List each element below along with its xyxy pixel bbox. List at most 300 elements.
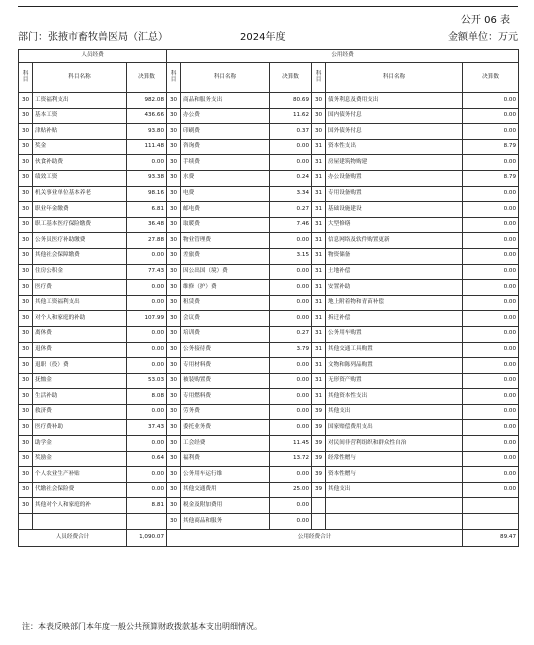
- table-row: [19, 93, 519, 109]
- personnel-amount-cell: 436.66: [127, 108, 167, 124]
- public-total-label: 公用经费合计: [167, 529, 463, 546]
- public-a-amount-cell: 0.24: [270, 170, 312, 186]
- table-row: [19, 186, 519, 202]
- public-a-code-cell: 30: [167, 202, 181, 218]
- public-b-amount-cell: 0.00: [463, 186, 519, 202]
- public-b-amount-cell: 0.00: [463, 342, 519, 358]
- public-b-name-cell: 房屋建筑物购建: [326, 155, 463, 171]
- public-b-name-cell: 其他支出: [326, 404, 463, 420]
- personnel-amount-cell: 0.00: [127, 342, 167, 358]
- public-a-name-cell: 物业管理费: [181, 233, 270, 249]
- col-name: 科目名称: [181, 63, 270, 93]
- personnel-name-cell: 医疗费补助: [33, 420, 127, 436]
- public-a-code-cell: 30: [167, 217, 181, 233]
- personnel-amount-cell: 93.80: [127, 124, 167, 140]
- personnel-code-cell: 30: [19, 217, 33, 233]
- personnel-code-cell: 30: [19, 233, 33, 249]
- personnel-code-cell: 30: [19, 264, 33, 280]
- public-a-amount-cell: 3.15: [270, 248, 312, 264]
- personnel-code-cell: 30: [19, 139, 33, 155]
- public-b-code-cell: 31: [312, 358, 326, 374]
- department-label: 部门：张掖市畜牧兽医局（汇总）: [18, 32, 168, 43]
- public-b-amount-cell: 0.00: [463, 404, 519, 420]
- personnel-name-cell: 其他对个人和家庭的补: [33, 498, 127, 514]
- public-a-amount-cell: 0.00: [270, 295, 312, 311]
- personnel-code-cell: 30: [19, 108, 33, 124]
- table-row: [19, 280, 519, 296]
- public-a-amount-cell: 0.00: [270, 514, 312, 530]
- public-b-name-cell: 其他支出: [326, 482, 463, 498]
- personnel-code-cell: 30: [19, 467, 33, 483]
- public-a-name-cell: 专用燃料费: [181, 389, 270, 405]
- public-a-amount-cell: 7.46: [270, 217, 312, 233]
- personnel-code-cell: 30: [19, 358, 33, 374]
- personnel-amount-cell: 98.16: [127, 186, 167, 202]
- public-b-code-cell: 31: [312, 186, 326, 202]
- public-a-amount-cell: 0.00: [270, 311, 312, 327]
- public-b-code-cell: 39: [312, 420, 326, 436]
- public-a-name-cell: 手续费: [181, 155, 270, 171]
- public-b-amount-cell: 0.00: [463, 373, 519, 389]
- public-b-name-cell: 文物和陈列品购置: [326, 358, 463, 374]
- public-a-amount-cell: 0.00: [270, 233, 312, 249]
- public-b-name-cell: 国内债务付息: [326, 108, 463, 124]
- public-b-amount-cell: 0.00: [463, 264, 519, 280]
- public-a-code-cell: 30: [167, 420, 181, 436]
- col-name: 科目名称: [326, 63, 463, 93]
- public-a-amount-cell: 11.45: [270, 436, 312, 452]
- public-b-amount-cell: 0.00: [463, 233, 519, 249]
- public-b-amount-cell: 0.00: [463, 93, 519, 109]
- public-b-name-cell: 信息网络及软件购置更新: [326, 233, 463, 249]
- personnel-name-cell: 奖励金: [33, 451, 127, 467]
- public-a-name-cell: 委托业务费: [181, 420, 270, 436]
- public-a-name-cell: 福利费: [181, 451, 270, 467]
- table-row: [19, 514, 519, 530]
- public-a-amount-cell: 0.27: [270, 326, 312, 342]
- personnel-name-cell: 退职（役）费: [33, 358, 127, 374]
- table-row: [19, 436, 519, 452]
- public-a-code-cell: 30: [167, 311, 181, 327]
- column-header-row: [19, 63, 519, 93]
- public-a-code-cell: 30: [167, 170, 181, 186]
- public-a-name-cell: 其他商品和服务: [181, 514, 270, 530]
- personnel-name-cell: 住房公积金: [33, 264, 127, 280]
- personnel-code-cell: 30: [19, 326, 33, 342]
- public-a-name-cell: 税金及附加费用: [181, 498, 270, 514]
- public-a-code-cell: 30: [167, 451, 181, 467]
- personnel-code-cell: 30: [19, 420, 33, 436]
- public-b-name-cell: 地上附着物和青苗补偿: [326, 295, 463, 311]
- personnel-amount-cell: 0.00: [127, 467, 167, 483]
- personnel-name-cell: 抚恤金: [33, 373, 127, 389]
- personnel-code-cell: 30: [19, 186, 33, 202]
- personnel-amount-cell: 982.08: [127, 93, 167, 109]
- public-a-code-cell: 30: [167, 93, 181, 109]
- public-b-code-cell: [312, 514, 326, 530]
- col-amount: 决算数: [463, 63, 519, 93]
- personnel-amount-cell: 0.00: [127, 295, 167, 311]
- public-b-amount-cell: 8.79: [463, 139, 519, 155]
- public-b-name-cell: 无形资产购置: [326, 373, 463, 389]
- col-code: 科目: [167, 63, 181, 93]
- public-a-code-cell: 30: [167, 514, 181, 530]
- table-row: [19, 326, 519, 342]
- public-b-amount-cell: 0.00: [463, 420, 519, 436]
- public-b-name-cell: [326, 498, 463, 514]
- table-row: [19, 139, 519, 155]
- public-b-name-cell: 土地补偿: [326, 264, 463, 280]
- public-a-name-cell: 公务接待费: [181, 342, 270, 358]
- table-row: [19, 155, 519, 171]
- public-b-name-cell: 专用设备购置: [326, 186, 463, 202]
- public-a-name-cell: 公务用车运行维: [181, 467, 270, 483]
- public-a-code-cell: 30: [167, 482, 181, 498]
- public-a-code-cell: 30: [167, 358, 181, 374]
- public-b-amount-cell: [463, 514, 519, 530]
- personnel-total-value: 1,090.07: [127, 529, 167, 546]
- public-b-name-cell: 大型修缮: [326, 217, 463, 233]
- personnel-code-cell: 30: [19, 248, 33, 264]
- personnel-amount-cell: 0.00: [127, 326, 167, 342]
- top-rule: [18, 6, 518, 7]
- table-row: [19, 498, 519, 514]
- col-code: 科目: [312, 63, 326, 93]
- public-a-name-cell: 商品和服务支出: [181, 93, 270, 109]
- report-header: [18, 28, 518, 42]
- personnel-name-cell: 公务员医疗补助缴费: [33, 233, 127, 249]
- public-a-name-cell: 因公出国（境）费: [181, 264, 270, 280]
- expenditure-table: [18, 49, 519, 547]
- public-b-amount-cell: 0.00: [463, 108, 519, 124]
- public-a-name-cell: 会议费: [181, 311, 270, 327]
- public-b-name-cell: 债务利息及费用支出: [326, 93, 463, 109]
- personnel-amount-cell: 0.00: [127, 358, 167, 374]
- public-b-name-cell: 其他交通工具购置: [326, 342, 463, 358]
- public-b-code-cell: 31: [312, 248, 326, 264]
- public-b-amount-cell: 0.00: [463, 482, 519, 498]
- public-b-code-cell: 31: [312, 311, 326, 327]
- public-b-amount-cell: 0.00: [463, 436, 519, 452]
- public-a-code-cell: 30: [167, 248, 181, 264]
- public-a-name-cell: 取暖费: [181, 217, 270, 233]
- personnel-amount-cell: 53.03: [127, 373, 167, 389]
- public-a-code-cell: 30: [167, 186, 181, 202]
- public-a-name-cell: 邮电费: [181, 202, 270, 218]
- personnel-amount-cell: 0.00: [127, 404, 167, 420]
- personnel-code-cell: 30: [19, 482, 33, 498]
- public-a-amount-cell: 0.00: [270, 389, 312, 405]
- public-a-code-cell: 30: [167, 467, 181, 483]
- personnel-amount-cell: 0.00: [127, 436, 167, 452]
- personnel-name-cell: 机关事业单位基本养老: [33, 186, 127, 202]
- table-row: [19, 420, 519, 436]
- personnel-name-cell: 生活补助: [33, 389, 127, 405]
- personnel-amount-cell: [127, 514, 167, 530]
- public-a-code-cell: 30: [167, 389, 181, 405]
- personnel-amount-cell: 0.64: [127, 451, 167, 467]
- section-header-row: [19, 50, 519, 63]
- table-row: [19, 311, 519, 327]
- personnel-amount-cell: 8.08: [127, 389, 167, 405]
- public-a-name-cell: 电费: [181, 186, 270, 202]
- personnel-code-cell: 30: [19, 124, 33, 140]
- table-row: [19, 202, 519, 218]
- public-a-amount-cell: 0.27: [270, 202, 312, 218]
- public-b-name-cell: 资本性支出: [326, 139, 463, 155]
- public-b-amount-cell: 0.00: [463, 155, 519, 171]
- personnel-amount-cell: 37.43: [127, 420, 167, 436]
- public-a-amount-cell: 0.00: [270, 420, 312, 436]
- public-b-code-cell: 31: [312, 326, 326, 342]
- personnel-code-cell: 30: [19, 155, 33, 171]
- personnel-amount-cell: 36.48: [127, 217, 167, 233]
- public-a-name-cell: 水费: [181, 170, 270, 186]
- public-a-name-cell: 办公费: [181, 108, 270, 124]
- table-row: [19, 404, 519, 420]
- personnel-code-cell: [19, 514, 33, 530]
- personnel-name-cell: [33, 514, 127, 530]
- personnel-name-cell: 伙食补助费: [33, 155, 127, 171]
- public-a-name-cell: 租赁费: [181, 295, 270, 311]
- personnel-code-cell: 30: [19, 389, 33, 405]
- personnel-code-cell: 30: [19, 436, 33, 452]
- personnel-name-cell: 离休费: [33, 326, 127, 342]
- public-a-amount-cell: 0.00: [270, 358, 312, 374]
- totals-row: [19, 529, 519, 546]
- public-b-amount-cell: 0.00: [463, 124, 519, 140]
- personnel-name-cell: 助学金: [33, 436, 127, 452]
- personnel-code-cell: 30: [19, 451, 33, 467]
- personnel-name-cell: 救济费: [33, 404, 127, 420]
- personnel-name-cell: 奖金: [33, 139, 127, 155]
- public-a-code-cell: 30: [167, 373, 181, 389]
- public-b-code-cell: 31: [312, 233, 326, 249]
- public-b-name-cell: [326, 514, 463, 530]
- table-row: [19, 482, 519, 498]
- public-b-code-cell: 31: [312, 373, 326, 389]
- personnel-code-cell: 30: [19, 93, 33, 109]
- public-a-amount-cell: 0.00: [270, 139, 312, 155]
- table-code: 公开 06 表: [460, 15, 510, 26]
- public-b-amount-cell: 0.00: [463, 280, 519, 296]
- personnel-name-cell: 其他社会保障缴费: [33, 248, 127, 264]
- personnel-code-cell: 30: [19, 202, 33, 218]
- public-a-amount-cell: 0.00: [270, 280, 312, 296]
- public-b-amount-cell: 0.00: [463, 311, 519, 327]
- personnel-code-cell: 30: [19, 404, 33, 420]
- unit-label: 金额单位：万元: [448, 32, 518, 43]
- col-amount: 决算数: [270, 63, 312, 93]
- public-a-code-cell: 30: [167, 404, 181, 420]
- personnel-name-cell: 职业年金缴费: [33, 202, 127, 218]
- public-b-amount-cell: 0.00: [463, 451, 519, 467]
- personnel-amount-cell: 111.48: [127, 139, 167, 155]
- personnel-code-cell: 30: [19, 280, 33, 296]
- table-row: [19, 217, 519, 233]
- personnel-amount-cell: 0.00: [127, 155, 167, 171]
- personnel-amount-cell: 0.00: [127, 280, 167, 296]
- personnel-amount-cell: 0.00: [127, 248, 167, 264]
- public-b-code-cell: 31: [312, 202, 326, 218]
- col-code: 科目: [19, 63, 33, 93]
- personnel-name-cell: 职工基本医疗保险缴费: [33, 217, 127, 233]
- personnel-name-cell: 医疗费: [33, 280, 127, 296]
- personnel-code-cell: 30: [19, 311, 33, 327]
- public-b-amount-cell: 0.00: [463, 389, 519, 405]
- public-a-name-cell: 劳务费: [181, 404, 270, 420]
- public-b-name-cell: 基础设施建设: [326, 202, 463, 218]
- public-b-amount-cell: 0.00: [463, 467, 519, 483]
- public-b-name-cell: 经常性赠与: [326, 451, 463, 467]
- public-a-name-cell: 专用材料费: [181, 358, 270, 374]
- public-a-amount-cell: 13.72: [270, 451, 312, 467]
- public-b-code-cell: 39: [312, 404, 326, 420]
- table-row: [19, 264, 519, 280]
- public-a-amount-cell: 0.00: [270, 155, 312, 171]
- public-a-amount-cell: 3.79: [270, 342, 312, 358]
- public-b-code-cell: 31: [312, 170, 326, 186]
- public-a-amount-cell: 25.00: [270, 482, 312, 498]
- public-b-name-cell: 国家赔偿费用支出: [326, 420, 463, 436]
- personnel-amount-cell: 6.81: [127, 202, 167, 218]
- personnel-amount-cell: 8.81: [127, 498, 167, 514]
- public-a-amount-cell: 0.00: [270, 404, 312, 420]
- public-b-name-cell: 国外债务付息: [326, 124, 463, 140]
- public-b-code-cell: 31: [312, 155, 326, 171]
- public-b-name-cell: 物资储备: [326, 248, 463, 264]
- public-b-code-cell: 31: [312, 217, 326, 233]
- personnel-amount-cell: 77.43: [127, 264, 167, 280]
- public-a-code-cell: 30: [167, 108, 181, 124]
- public-b-name-cell: 公务用车购置: [326, 326, 463, 342]
- public-a-name-cell: 咨询费: [181, 139, 270, 155]
- table-row: [19, 373, 519, 389]
- public-a-amount-cell: 11.62: [270, 108, 312, 124]
- personnel-code-cell: 30: [19, 295, 33, 311]
- public-b-amount-cell: 0.00: [463, 217, 519, 233]
- public-a-code-cell: 30: [167, 233, 181, 249]
- personnel-name-cell: 绩效工资: [33, 170, 127, 186]
- public-a-code-cell: 30: [167, 264, 181, 280]
- public-b-name-cell: 其他资本性支出: [326, 389, 463, 405]
- public-b-amount-cell: [463, 498, 519, 514]
- public-a-name-cell: 其他交通费用: [181, 482, 270, 498]
- public-b-code-cell: 31: [312, 295, 326, 311]
- personnel-name-cell: 其他工资福利支出: [33, 295, 127, 311]
- personnel-amount-cell: 107.99: [127, 311, 167, 327]
- personnel-name-cell: 基本工资: [33, 108, 127, 124]
- public-b-code-cell: 31: [312, 139, 326, 155]
- section-personnel: 人员经费: [19, 50, 167, 63]
- public-a-amount-cell: 0.00: [270, 467, 312, 483]
- public-b-amount-cell: 8.79: [463, 170, 519, 186]
- table-row: [19, 248, 519, 264]
- personnel-name-cell: 个人农业生产补贴: [33, 467, 127, 483]
- public-a-code-cell: 30: [167, 155, 181, 171]
- personnel-code-cell: 30: [19, 342, 33, 358]
- public-b-code-cell: [312, 498, 326, 514]
- public-b-amount-cell: 0.00: [463, 326, 519, 342]
- public-a-name-cell: 印刷费: [181, 124, 270, 140]
- table-row: [19, 389, 519, 405]
- table-row: [19, 358, 519, 374]
- table-row: [19, 451, 519, 467]
- personnel-code-cell: 30: [19, 498, 33, 514]
- section-public: 公用经费: [167, 50, 519, 63]
- personnel-total-label: 人员经费合计: [19, 529, 127, 546]
- public-b-name-cell: 办公设备购置: [326, 170, 463, 186]
- personnel-code-cell: 30: [19, 170, 33, 186]
- table-row: [19, 342, 519, 358]
- public-b-code-cell: 39: [312, 436, 326, 452]
- public-b-amount-cell: 0.00: [463, 358, 519, 374]
- public-b-code-cell: 31: [312, 342, 326, 358]
- public-a-code-cell: 30: [167, 124, 181, 140]
- public-a-name-cell: 维修（护）费: [181, 280, 270, 296]
- personnel-name-cell: 退休费: [33, 342, 127, 358]
- public-a-amount-cell: 0.37: [270, 124, 312, 140]
- public-a-code-cell: 30: [167, 498, 181, 514]
- personnel-name-cell: 对个人和家庭的补助: [33, 311, 127, 327]
- public-a-code-cell: 30: [167, 280, 181, 296]
- personnel-code-cell: 30: [19, 373, 33, 389]
- public-b-code-cell: 39: [312, 467, 326, 483]
- public-a-amount-cell: 0.00: [270, 264, 312, 280]
- footnote: 注：本表反映部门本年度一般公共预算财政拨款基本支出明细情况。: [22, 622, 262, 631]
- personnel-amount-cell: 27.88: [127, 233, 167, 249]
- personnel-name-cell: 津贴补贴: [33, 124, 127, 140]
- public-a-name-cell: 工会经费: [181, 436, 270, 452]
- public-b-name-cell: 资本性赠与: [326, 467, 463, 483]
- table-row: [19, 233, 519, 249]
- public-a-code-cell: 30: [167, 342, 181, 358]
- public-a-code-cell: 30: [167, 139, 181, 155]
- personnel-name-cell: 工资福利支出: [33, 93, 127, 109]
- public-b-amount-cell: 0.00: [463, 295, 519, 311]
- col-name: 科目名称: [33, 63, 127, 93]
- table-row: [19, 295, 519, 311]
- public-total-value: 89.47: [463, 529, 519, 546]
- public-a-amount-cell: 0.00: [270, 373, 312, 389]
- public-b-amount-cell: 0.00: [463, 248, 519, 264]
- public-b-code-cell: 30: [312, 108, 326, 124]
- public-b-name-cell: 对民间非营利组织和群众性自治: [326, 436, 463, 452]
- public-a-amount-cell: 0.00: [270, 498, 312, 514]
- col-amount: 决算数: [127, 63, 167, 93]
- public-a-amount-cell: 80.69: [270, 93, 312, 109]
- public-b-name-cell: 安置补助: [326, 280, 463, 296]
- public-a-amount-cell: 3.34: [270, 186, 312, 202]
- public-b-code-cell: 39: [312, 451, 326, 467]
- personnel-name-cell: 代缴社会保险费: [33, 482, 127, 498]
- public-b-code-cell: 39: [312, 482, 326, 498]
- public-a-name-cell: 差旅费: [181, 248, 270, 264]
- public-b-code-cell: 30: [312, 93, 326, 109]
- public-a-name-cell: 被装购置费: [181, 373, 270, 389]
- personnel-amount-cell: 93.38: [127, 170, 167, 186]
- public-b-code-cell: 30: [312, 124, 326, 140]
- public-b-code-cell: 31: [312, 280, 326, 296]
- table-row: [19, 108, 519, 124]
- public-a-code-cell: 30: [167, 436, 181, 452]
- public-a-name-cell: 培训费: [181, 326, 270, 342]
- table-row: [19, 467, 519, 483]
- public-b-code-cell: 31: [312, 264, 326, 280]
- table-row: [19, 124, 519, 140]
- public-a-code-cell: 30: [167, 326, 181, 342]
- table-row: [19, 170, 519, 186]
